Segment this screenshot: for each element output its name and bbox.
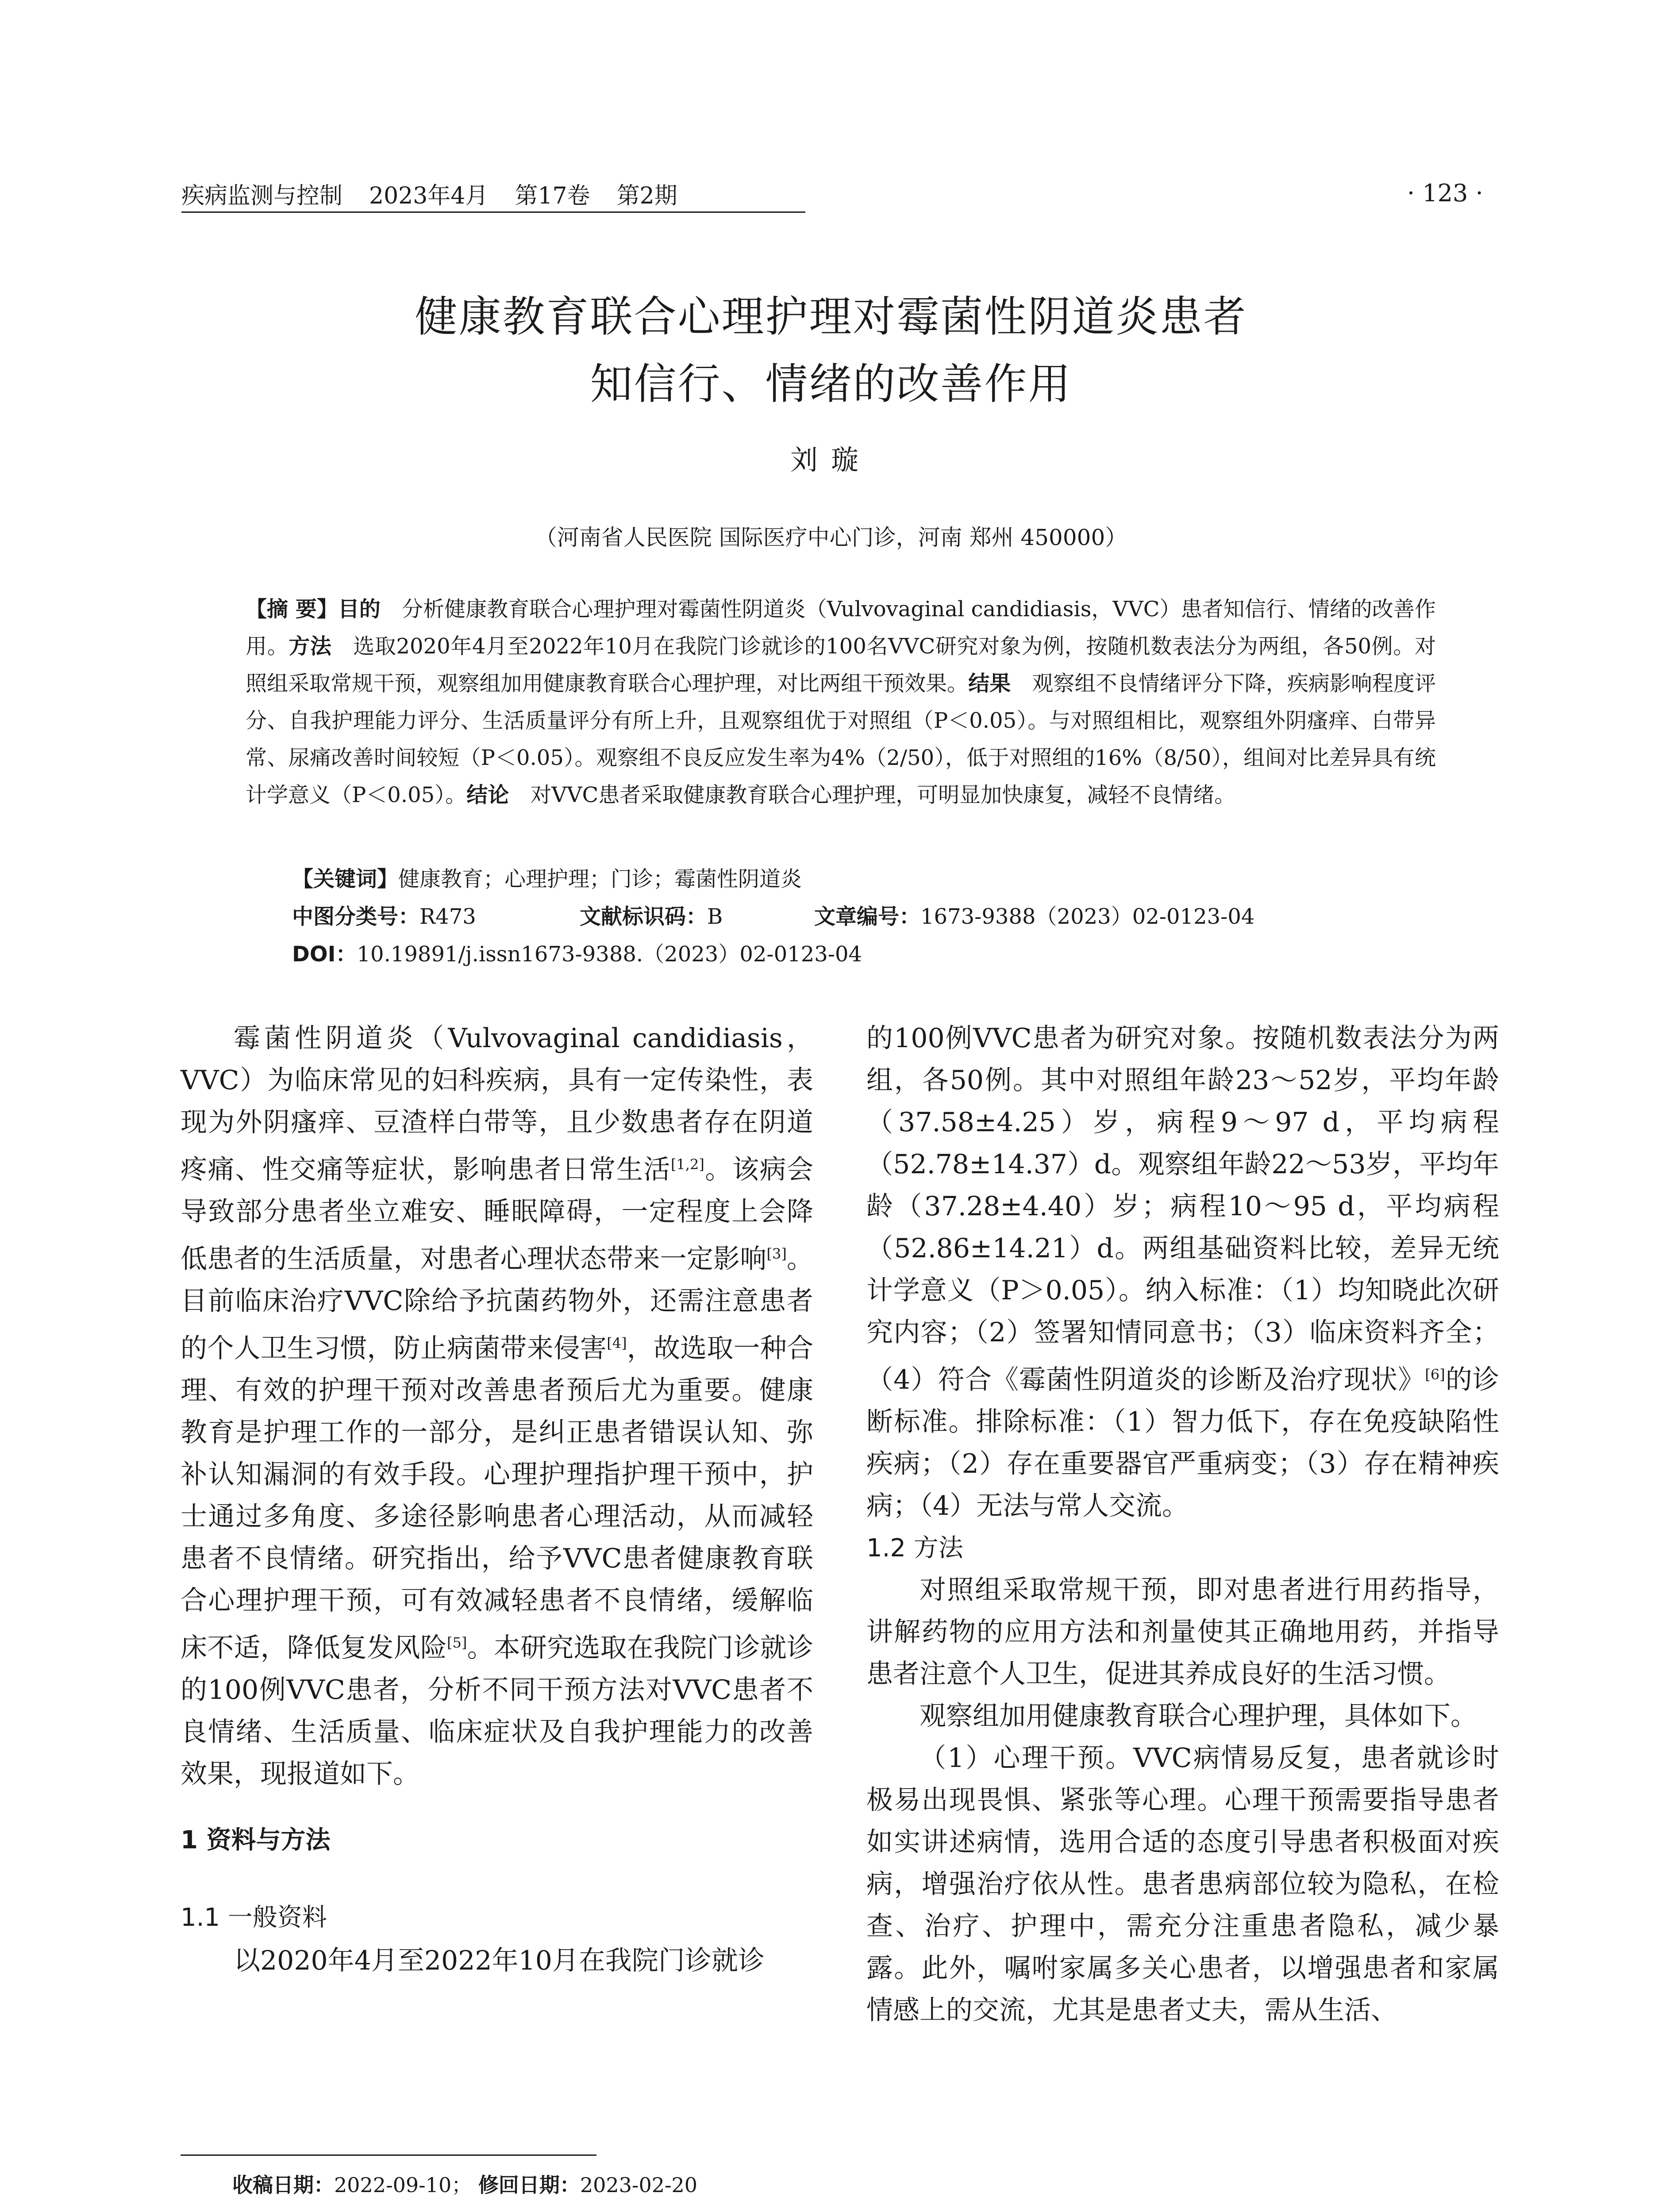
conclusion-label: 结论 (466, 783, 509, 807)
abstract (246, 591, 1436, 814)
intro-text-a: 霉菌性阴道炎（Vulvovaginal candidiasis，VVC）为临床常见的妇科疾病，具有一定传染性，表现为外阴瘙痒、豆渣样白带等，且少数患者存在阴道疼痛、性交痛等症状，影响患者日常生活 (181, 1023, 813, 1185)
header-rule (181, 211, 805, 213)
keywords-text: 健康教育；心理护理；门诊；霉菌性阴道炎 (398, 867, 802, 891)
citation-6: [6] (1425, 1366, 1445, 1383)
keywords (292, 860, 802, 898)
intro-text-e: 。本研究选取在我院门诊就诊的100例VVC患者，分析不同干预方法对VVC患者不良情绪、生活质量、临床症状及自我护理能力的改善效果，现报道如下。 (181, 1632, 813, 1790)
journal-name: 疾病监测与控制 (181, 183, 343, 209)
title-line-1: 健康教育联合心理护理对霉菌性阴道炎患者 (415, 292, 1247, 342)
results-text: 观察组不良情绪评分下降，疾病影响程度评分、自我护理能力评分、生活质量评分有所上升，且观察组优于对照组（P＜0.05）。与对照组相比，观察组外阴瘙痒、白带异常、尿痛改善时间较短（P＜0.05）。观察组不良反应发生率为4%（2/50），低于对照组的16%（8/50），组间对比差异具有统计学意义（P＜0.05）。 (246, 671, 1436, 807)
article-number-label: 文章编号： (814, 904, 921, 929)
citation-4: [4] (607, 1335, 627, 1352)
affiliation: （河南省人民医院 国际医疗中心门诊，河南 郑州 450000） (535, 525, 1127, 550)
doi-value[interactable]: 10.19891/j.issn1673-9388.（2023）02-0123-04 (357, 942, 862, 967)
author-info-line (181, 2204, 1232, 2212)
footnote-rule (181, 2154, 596, 2156)
doi (292, 936, 862, 973)
classification-line (292, 898, 1254, 935)
article-number: 1673-9388（2023）02-0123-04 (920, 904, 1255, 929)
running-header (181, 177, 801, 210)
revised-label: 修回日期： (478, 2173, 580, 2197)
volume: 第17卷 (515, 183, 590, 209)
method-paragraph-observation: 观察组加用健康教育联合心理护理，具体如下。 (919, 1701, 1477, 1732)
methods-text: 选取2020年4月至2022年10月在我院门诊就诊的100名VVC研究对象为例，按随机数表法分为两组，各50例。对照组采取常规干预，观察组加用健康教育联合心理护理，对比两组干预效果。 (246, 634, 1436, 696)
general-info-text: 的100例VVC患者为研究对象。按随机数表法分为两组，各50例。其中对照组年龄23～52岁，平均年龄（37.58±4.25）岁，病程9～97 d，平均病程（52.78±14.37）d。观察组年龄22～53岁，平均年龄（37.28±4.40）岁；病程10～95 d，平均病程（52.86±14.21）d。两组基础资料比较，差异无统计学意义（P＞0.05）。纳入标准：（1）均知晓此次研究内容；（2）签署知情同意书；（3）临床资料齐全；（4）符合《霉菌性阴道炎的诊断及治疗现状》 (866, 1023, 1499, 1395)
right-column (866, 1018, 1499, 2032)
received-date: 2022-09-10 (334, 2173, 452, 2197)
clc-label: 中图分类号： (292, 904, 420, 929)
objective-label: 目的 (338, 597, 381, 622)
received-label: 收稿日期： (232, 2173, 334, 2197)
citation-5: [5] (447, 1634, 467, 1651)
intro-paragraph (181, 1018, 813, 1795)
subsection-heading-1-2: 1.2 方法 (866, 1534, 963, 1563)
general-info-paragraph-cont (866, 1018, 1499, 1527)
left-column (181, 1018, 813, 1795)
method-paragraph-control: 对照组采取常规干预，即对患者进行用药指导，讲解药物的应用方法和剂量使其正确地用药，并指导患者注意个人卫生，促进其养成良好的生活习惯。 (866, 1575, 1499, 1690)
intro-text-b: 。该病会导致部分患者坐立难安、睡眠障碍，一定程度上会降低患者的生活质量，对患者心理状态带来一定影响 (181, 1154, 814, 1275)
doc-code-label: 文献标识码： (580, 904, 708, 929)
general-info-start (181, 1940, 813, 1982)
general-info-paragraph-start: 以2020年4月至2022年10月在我院门诊就诊 (234, 1945, 765, 1976)
method-paragraph-psych: （1）心理干预。VVC病情易反复，患者就诊时极易出现畏惧、紧张等心理。心理干预需要指导患者如实讲述病情，选用合适的态度引导患者积极面对疾病，增强治疗依从性。患者患病部位较为隐私，在检查、治疗、护理中，需充分注重患者隐私，减少暴露。此外，嘱咐家属多关心患者，以增强患者和家属情感上的交流，尤其是患者丈夫，需从生活、 (866, 1743, 1499, 2026)
issue: 第2期 (616, 183, 677, 209)
clc-code: R473 (419, 904, 476, 929)
objective-text: 分析健康教育联合心理护理对霉菌性阴道炎（Vulvovaginal candidiasis，VVC）患者知信行、情绪的改善作用。 (246, 597, 1436, 659)
doi-label: DOI： (292, 942, 357, 967)
results-label: 结果 (968, 671, 1011, 696)
intro-text-c: 。目前临床治疗VVC除给予抗菌药物外，还需注意患者的个人卫生习惯，防止病菌带来侵害 (181, 1244, 813, 1364)
methods-label: 方法 (289, 634, 332, 659)
article-title (177, 283, 1485, 418)
citation-3: [3] (766, 1245, 787, 1262)
citation-1-2: [1,2] (670, 1156, 704, 1173)
footnote (232, 2166, 1232, 2212)
issue-date: 2023年4月 (369, 183, 489, 209)
keywords-label: 【关键词】 (292, 867, 399, 891)
author-name: 刘璇 (790, 444, 872, 476)
dates-line: 收稿日期：2022-09-10； 修回日期：2023-02-20 (232, 2173, 698, 2197)
subsection-heading-1-1: 1.1 一般资料 (181, 1903, 327, 1932)
page-number: · 123 · (1407, 179, 1483, 207)
doc-code: B (707, 904, 723, 929)
title-line-2: 知信行、情绪的改善作用 (590, 359, 1072, 409)
abstract-label: 【摘 要】 (246, 597, 338, 622)
criteria-text: 的诊断标准。排除标准：（1）智力低下，存在免疫缺陷性疾病；（2）存在重要器官严重病变；（3）存在精神疾病；（4）无法与常人交流。 (866, 1364, 1499, 1521)
conclusion-text: 对VVC患者采取健康教育联合心理护理，可明显加快康复，减轻不良情绪。 (530, 783, 1236, 807)
revised-date: 2023-02-20 (580, 2173, 698, 2197)
section-heading-1: 1 资料与方法 (181, 1826, 331, 1855)
intro-text-d: ，故选取一种合理、有效的护理干预对改善患者预后尤为重要。健康教育是护理工作的一部分，是纠正患者错误认知、弥补认知漏洞的有效手段。心理护理指护理干预中，护士通过多角度、多途径影响患者心理活动，从而减轻患者不良情绪。研究指出，给予VVC患者健康教育联合心理护理干预，可有效减轻患者不良情绪，缓解临床不适，降低复发风险 (181, 1333, 813, 1663)
